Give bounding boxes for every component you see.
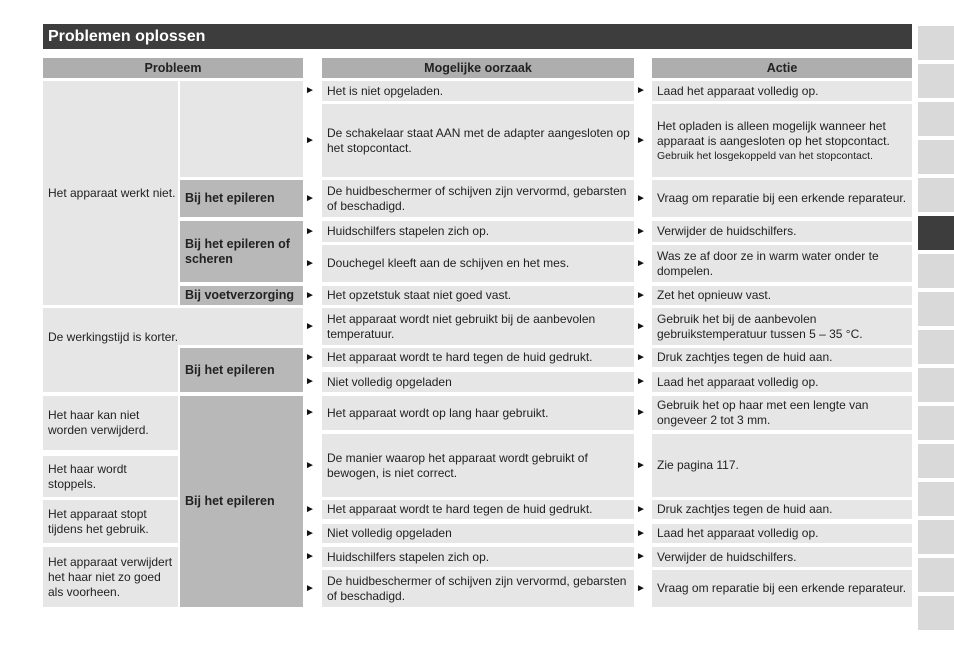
column-header-cause: Mogelijke oorzaak	[322, 58, 634, 78]
problem-cell: Het apparaat stopt tijdens het gebruik.	[43, 500, 178, 543]
cause-cell: De schakelaar staat AAN met de adapter aangesloten op het stopcontact.	[322, 104, 634, 177]
action-subnote: Gebruik het losgekoppeld van het stopcontact.	[657, 149, 873, 162]
action-cell: Verwijder de huidschilfers.	[652, 547, 912, 567]
cause-arrow-icon: ►	[305, 503, 315, 515]
action-cell: Druk zachtjes tegen de huid aan.	[652, 348, 912, 367]
action-arrow-icon: ►	[636, 459, 646, 471]
cause-cell: Het opzetstuk staat niet goed vast.	[322, 286, 634, 305]
cause-cell: De manier waarop het apparaat wordt gebruikt of bewogen, is niet correct.	[322, 434, 634, 497]
thumb-tab	[918, 102, 954, 136]
cause-arrow-icon: ►	[305, 289, 315, 301]
thumb-index-tabs	[918, 26, 954, 634]
action-cell: Verwijder de huidschilfers.	[652, 221, 912, 242]
condition-cell: Bij het epileren of scheren	[180, 221, 303, 282]
cause-cell: De huidbeschermer of schijven zijn vervormd, gebarsten of beschadigd.	[322, 570, 634, 607]
action-cell: Vraag om reparatie bij een erkende reparateur.	[652, 570, 912, 607]
action-arrow-icon: ►	[636, 257, 646, 269]
action-arrow-icon: ►	[636, 376, 646, 387]
action-arrow-icon: ►	[636, 582, 646, 594]
action-cell: Gebruik het op haar met een lengte van ongeveer 2 tot 3 mm.	[652, 396, 912, 430]
action-arrow-icon: ►	[636, 407, 646, 418]
cause-cell: Niet volledig opgeladen	[322, 524, 634, 543]
cause-arrow-icon: ►	[305, 351, 315, 363]
thumb-tab	[918, 520, 954, 554]
action-arrow-icon: ►	[636, 320, 646, 332]
condition-cell: Bij het epileren	[180, 180, 303, 217]
column-header-action: Actie	[652, 58, 912, 78]
column-header-problem: Probleem	[43, 58, 303, 78]
action-arrow-icon: ►	[636, 85, 646, 96]
action-cell: Laad het apparaat volledig op.	[652, 524, 912, 543]
problem-cell: Het haar kan niet worden verwijderd.	[43, 396, 178, 450]
thumb-tab	[918, 558, 954, 592]
action-cell: Laad het apparaat volledig op.	[652, 81, 912, 101]
action-arrow-icon: ►	[636, 289, 646, 301]
cause-cell: Niet volledig opgeladen	[322, 372, 634, 392]
condition-cell: Bij het epileren	[180, 396, 303, 607]
condition-blank	[180, 81, 303, 177]
problem-cell: Het apparaat verwijdert het haar niet zo goed als voorheen.	[43, 547, 178, 607]
thumb-tab	[918, 482, 954, 516]
thumb-tab	[918, 64, 954, 98]
cause-arrow-icon: ►	[305, 459, 315, 471]
action-arrow-icon: ►	[636, 225, 646, 237]
thumb-tab	[918, 292, 954, 326]
thumb-tab-active	[918, 216, 954, 250]
action-cell: Gebruik het bij de aanbevolen gebruikstemperatuur tussen 5 – 35 °C.	[652, 308, 912, 345]
condition-cell: Bij voetverzorging	[180, 286, 303, 305]
problem-cell-continued	[43, 345, 178, 392]
thumb-tab	[918, 368, 954, 402]
action-cell: Laad het apparaat volledig op.	[652, 372, 912, 392]
cause-cell: Het is niet opgeladen.	[322, 81, 634, 101]
thumb-tab	[918, 178, 954, 212]
problem-cell: Het haar wordt stoppels.	[43, 456, 178, 497]
thumb-tab	[918, 140, 954, 174]
action-arrow-icon: ►	[636, 192, 646, 204]
cause-arrow-icon: ►	[305, 257, 315, 269]
cause-arrow-icon: ►	[305, 376, 315, 387]
action-cell: Zet het opnieuw vast.	[652, 286, 912, 305]
cause-cell: Huidschilfers stapelen zich op.	[322, 221, 634, 242]
cause-cell: Huidschilfers stapelen zich op.	[322, 547, 634, 567]
cause-cell: De huidbeschermer of schijven zijn vervormd, gebarsten of beschadigd.	[322, 180, 634, 217]
thumb-tab	[918, 444, 954, 478]
cause-arrow-icon: ►	[305, 582, 315, 594]
action-cell: Was ze af door ze in warm water onder te dompelen.	[652, 245, 912, 282]
cause-cell: Het apparaat wordt te hard tegen de huid gedrukt.	[322, 348, 634, 367]
cause-arrow-icon: ►	[305, 134, 315, 146]
cause-arrow-icon: ►	[305, 85, 315, 96]
cause-arrow-icon: ►	[305, 527, 315, 539]
cause-arrow-icon: ►	[305, 407, 315, 418]
action-arrow-icon: ►	[636, 351, 646, 363]
cause-arrow-icon: ►	[305, 192, 315, 204]
thumb-tab	[918, 330, 954, 364]
problem-cell: De werkingstijd is korter.	[43, 308, 303, 345]
cause-cell: Het apparaat wordt op lang haar gebruikt.	[322, 396, 634, 430]
action-arrow-icon: ►	[636, 134, 646, 146]
thumb-tab	[918, 596, 954, 630]
action-arrow-icon: ►	[636, 503, 646, 515]
cause-arrow-icon: ►	[305, 551, 315, 562]
cause-arrow-icon: ►	[305, 320, 315, 332]
condition-cell: Bij het epileren	[180, 348, 303, 392]
cause-arrow-icon: ►	[305, 225, 315, 237]
problem-cell: Het apparaat werkt niet.	[43, 81, 178, 305]
cause-cell: Douchegel kleeft aan de schijven en het mes.	[322, 245, 634, 282]
action-cell: Druk zachtjes tegen de huid aan.	[652, 500, 912, 519]
action-arrow-icon: ►	[636, 551, 646, 562]
action-cell: Het opladen is alleen mogelijk wanneer het apparaat is aangesloten op het stopcontact. Gebruik het losgekoppeld van het stopcontact.	[652, 104, 912, 177]
page-title: Problemen oplossen	[43, 24, 912, 49]
action-cell: Zie pagina 117.	[652, 434, 912, 497]
action-cell: Vraag om reparatie bij een erkende reparateur.	[652, 180, 912, 217]
cause-cell: Het apparaat wordt te hard tegen de huid gedrukt.	[322, 500, 634, 519]
thumb-tab	[918, 26, 954, 60]
thumb-tab	[918, 406, 954, 440]
thumb-tab	[918, 254, 954, 288]
cause-cell: Het apparaat wordt niet gebruikt bij de aanbevolen temperatuur.	[322, 308, 634, 345]
action-arrow-icon: ►	[636, 527, 646, 539]
